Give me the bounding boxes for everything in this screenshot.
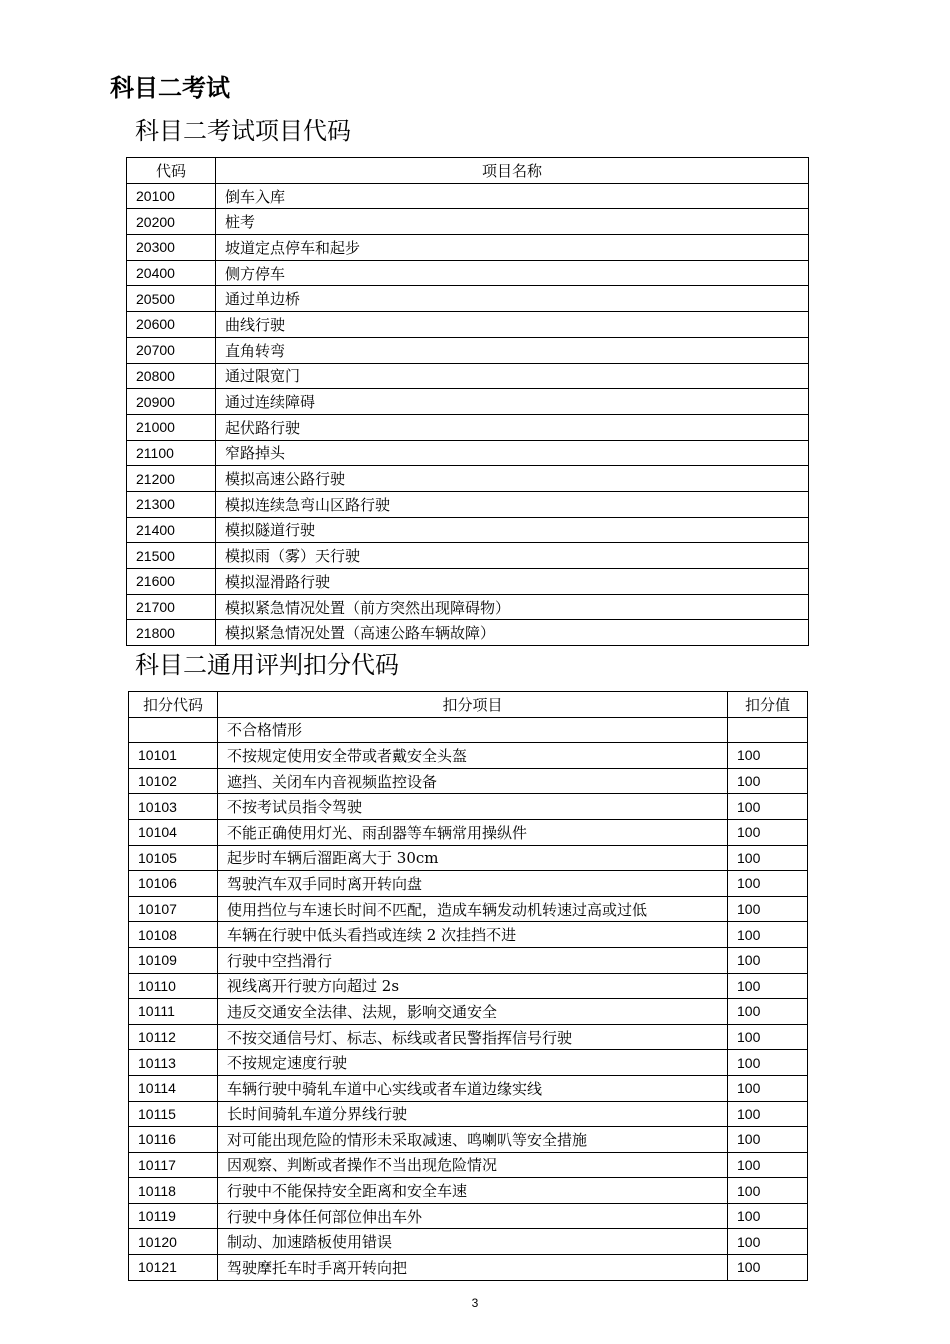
- table-row: [127, 517, 809, 543]
- table-cell: 20100: [127, 183, 216, 209]
- table-cell: 100: [728, 1075, 808, 1101]
- table-cell: 10114: [129, 1075, 218, 1101]
- table-header-row: [129, 692, 808, 718]
- table-row: [127, 543, 809, 569]
- table-cell: 10107: [129, 896, 218, 922]
- table-cell: 20800: [127, 363, 216, 389]
- table-cell: 通过限宽门: [216, 363, 809, 389]
- table-cell: 100: [728, 922, 808, 948]
- table-row: [129, 768, 808, 794]
- table-row: [127, 209, 809, 235]
- table-cell: 不按交通信号灯、标志、标线或者民警指挥信号行驶: [218, 1024, 728, 1050]
- table-cell: 20300: [127, 235, 216, 261]
- table-cell: 长时间骑轧车道分界线行驶: [218, 1101, 728, 1127]
- table-cell: 10111: [129, 999, 218, 1025]
- table-cell: 100: [728, 896, 808, 922]
- table-row: [129, 819, 808, 845]
- table-row: [129, 973, 808, 999]
- table-cell: 21800: [127, 620, 216, 646]
- table-row: [129, 1152, 808, 1178]
- table-row: [127, 569, 809, 595]
- table-cell: 车辆在行驶中低头看挡或连续 2 次挂挡不进: [218, 922, 728, 948]
- table-cell: [728, 717, 808, 743]
- table-cell: 直角转弯: [216, 337, 809, 363]
- table-cell: 100: [728, 1152, 808, 1178]
- table-cell: 不按规定使用安全带或者戴安全头盔: [218, 743, 728, 769]
- table-cell: 21100: [127, 440, 216, 466]
- table-cell: 10121: [129, 1255, 218, 1281]
- table-cell: 模拟高速公路行驶: [216, 466, 809, 492]
- table-row: [129, 947, 808, 973]
- table-cell: 坡道定点停车和起步: [216, 235, 809, 261]
- table-cell: 21500: [127, 543, 216, 569]
- exam-item-code-table: [126, 157, 809, 646]
- table-row: [129, 1101, 808, 1127]
- table-cell: 20400: [127, 260, 216, 286]
- table-cell: [129, 717, 218, 743]
- table-cell: 窄路掉头: [216, 440, 809, 466]
- table-row: [129, 1178, 808, 1204]
- table-cell: 100: [728, 1024, 808, 1050]
- document-heading: 科目二考试: [110, 74, 230, 102]
- table-cell: 100: [728, 1178, 808, 1204]
- table-cell: 不按规定速度行驶: [218, 1050, 728, 1076]
- table-row: [129, 1050, 808, 1076]
- table-row: [129, 1127, 808, 1153]
- table-row: [129, 999, 808, 1025]
- column-header-deduction-value: 扣分值: [728, 692, 808, 718]
- table-cell: 10120: [129, 1229, 218, 1255]
- table-row: [127, 491, 809, 517]
- table-cell: 10119: [129, 1203, 218, 1229]
- table-row: [127, 363, 809, 389]
- table-cell: 21000: [127, 414, 216, 440]
- table-cell: 模拟连续急弯山区路行驶: [216, 491, 809, 517]
- table-row: [127, 440, 809, 466]
- column-header-item-name: 项目名称: [216, 158, 809, 184]
- table-row: [129, 845, 808, 871]
- table-cell: 100: [728, 947, 808, 973]
- table-cell: 100: [728, 1255, 808, 1281]
- table-cell: 模拟紧急情况处置（前方突然出现障碍物）: [216, 594, 809, 620]
- table-cell: 通过单边桥: [216, 286, 809, 312]
- table-cell: 通过连续障碍: [216, 389, 809, 415]
- table-cell: 遮挡、关闭车内音视频监控设备: [218, 768, 728, 794]
- column-header-deduction-item: 扣分项目: [218, 692, 728, 718]
- table-row: [129, 922, 808, 948]
- table-cell: 10112: [129, 1024, 218, 1050]
- table-cell: 不按考试员指令驾驶: [218, 794, 728, 820]
- table-cell: 10117: [129, 1152, 218, 1178]
- table-cell: 侧方停车: [216, 260, 809, 286]
- table-cell: 行驶中身体任何部位伸出车外: [218, 1203, 728, 1229]
- table-cell: 21400: [127, 517, 216, 543]
- table-cell: 行驶中空挡滑行: [218, 947, 728, 973]
- table-row: [127, 389, 809, 415]
- table-row: [127, 594, 809, 620]
- table-row: [127, 620, 809, 646]
- table-cell: 车辆行驶中骑轧车道中心实线或者车道边缘实线: [218, 1075, 728, 1101]
- table-cell: 不能正确使用灯光、雨刮器等车辆常用操纵件: [218, 819, 728, 845]
- table-cell: 100: [728, 1127, 808, 1153]
- table-cell: 10113: [129, 1050, 218, 1076]
- table-cell: 模拟隧道行驶: [216, 517, 809, 543]
- table-cell: 违反交通安全法律、法规，影响交通安全: [218, 999, 728, 1025]
- table-cell: 曲线行驶: [216, 312, 809, 338]
- table-cell: 模拟湿滑路行驶: [216, 569, 809, 595]
- section2-title: 科目二通用评判扣分代码: [135, 651, 399, 679]
- table-cell: 10105: [129, 845, 218, 871]
- table-cell: 不合格情形: [218, 717, 728, 743]
- table-row: [129, 1203, 808, 1229]
- table-cell: 驾驶汽车双手同时离开转向盘: [218, 871, 728, 897]
- table-row: [129, 1075, 808, 1101]
- table-cell: 100: [728, 999, 808, 1025]
- table-cell: 桩考: [216, 209, 809, 235]
- table-cell: 起伏路行驶: [216, 414, 809, 440]
- table-row: [129, 717, 808, 743]
- table-row: [127, 286, 809, 312]
- table-cell: 100: [728, 1050, 808, 1076]
- table-cell: 10101: [129, 743, 218, 769]
- table-cell: 10106: [129, 871, 218, 897]
- table-row: [129, 1024, 808, 1050]
- table-cell: 10104: [129, 819, 218, 845]
- table-cell: 20500: [127, 286, 216, 312]
- page-number: 3: [471, 1296, 479, 1310]
- table-cell: 10109: [129, 947, 218, 973]
- table-row: [127, 337, 809, 363]
- table-cell: 行驶中不能保持安全距离和安全车速: [218, 1178, 728, 1204]
- table-cell: 10102: [129, 768, 218, 794]
- table-row: [127, 183, 809, 209]
- table-cell: 20700: [127, 337, 216, 363]
- column-header-code: 代码: [127, 158, 216, 184]
- table-cell: 20200: [127, 209, 216, 235]
- table-cell: 100: [728, 871, 808, 897]
- table-cell: 驾驶摩托车时手离开转向把: [218, 1255, 728, 1281]
- table-cell: 20900: [127, 389, 216, 415]
- table-row: [127, 312, 809, 338]
- table-cell: 100: [728, 768, 808, 794]
- deduction-code-table: [128, 691, 808, 1281]
- table-cell: 100: [728, 1101, 808, 1127]
- table-cell: 100: [728, 819, 808, 845]
- table-cell: 20600: [127, 312, 216, 338]
- table-cell: 视线离开行驶方向超过 2s: [218, 973, 728, 999]
- table-cell: 100: [728, 743, 808, 769]
- table-row: [129, 896, 808, 922]
- table-cell: 模拟紧急情况处置（高速公路车辆故障）: [216, 620, 809, 646]
- table-row: [129, 1229, 808, 1255]
- table-row: [127, 260, 809, 286]
- table-cell: 制动、加速踏板使用错误: [218, 1229, 728, 1255]
- table-row: [129, 794, 808, 820]
- table-cell: 10115: [129, 1101, 218, 1127]
- table-cell: 因观察、判断或者操作不当出现危险情况: [218, 1152, 728, 1178]
- table-cell: 对可能出现危险的情形未采取减速、鸣喇叭等安全措施: [218, 1127, 728, 1153]
- table-row: [129, 1255, 808, 1281]
- table-cell: 10108: [129, 922, 218, 948]
- table-cell: 100: [728, 845, 808, 871]
- column-header-deduction-code: 扣分代码: [129, 692, 218, 718]
- table-cell: 21700: [127, 594, 216, 620]
- table-cell: 21200: [127, 466, 216, 492]
- table-row: [127, 414, 809, 440]
- table-header-row: [127, 158, 809, 184]
- table-row: [129, 743, 808, 769]
- table-cell: 100: [728, 1229, 808, 1255]
- table-cell: 21600: [127, 569, 216, 595]
- table-cell: 模拟雨（雾）天行驶: [216, 543, 809, 569]
- table-cell: 使用挡位与车速长时间不匹配，造成车辆发动机转速过高或过低: [218, 896, 728, 922]
- table-cell: 100: [728, 794, 808, 820]
- section1-title: 科目二考试项目代码: [135, 117, 351, 145]
- table-cell: 21300: [127, 491, 216, 517]
- table-cell: 10118: [129, 1178, 218, 1204]
- table-row: [127, 235, 809, 261]
- table-row: [127, 466, 809, 492]
- table-cell: 10103: [129, 794, 218, 820]
- table-row: [129, 871, 808, 897]
- table-cell: 100: [728, 973, 808, 999]
- table-cell: 100: [728, 1203, 808, 1229]
- table-cell: 起步时车辆后溜距离大于 30cm: [218, 845, 728, 871]
- table-cell: 10110: [129, 973, 218, 999]
- table-cell: 倒车入库: [216, 183, 809, 209]
- table-cell: 10116: [129, 1127, 218, 1153]
